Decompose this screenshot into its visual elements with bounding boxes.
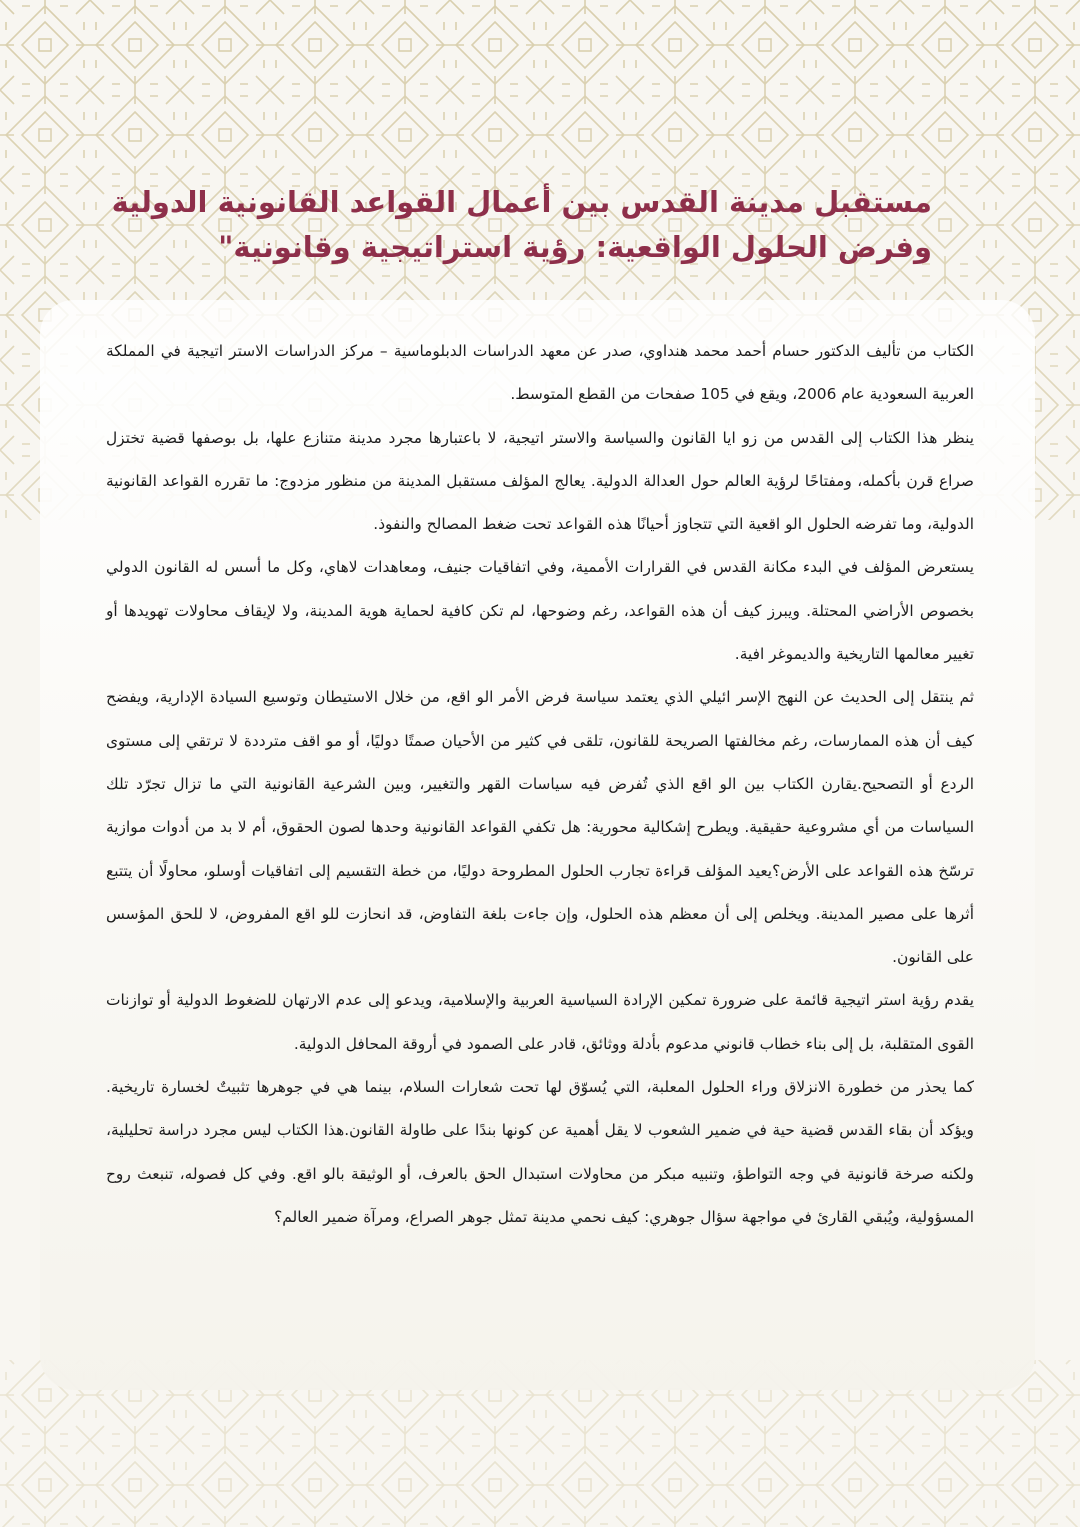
paragraph-5: يقدم رؤية استر اتيجية قائمة على ضرورة تمكين الإرادة السياسية العربية والإسلامية، ويدعو إلى عدم الارتهان للضغوط الدولية أو توازنات القوى المتقلبة، بل إلى بناء خطاب قانوني مدعوم بأدلة ووثائق، قادر على الصمود في أروقة المحافل الدولية. bbox=[106, 991, 974, 1053]
title-line-2: وفرض الحلول الواقعية: رؤية استراتيجية وقانونية" bbox=[218, 230, 932, 264]
article-body bbox=[106, 330, 974, 1239]
paragraph-6: كما يحذر من خطورة الانزلاق وراء الحلول المعلبة، التي يُسوّق لها تحت شعارات السلام، بينما هي في جوهرها تثبيتٌ لخسارة تاريخية. ويؤكد أن بقاء القدس قضية حية في ضمير الشعوب لا يقل أهمية عن كونها بندًا على طاولة القانون.هذا الكتاب ليس مجرد دراسة تحليلية، ولكنه صرخة قانونية في وجه التواطؤ، وتنبيه مبكر من محاولات استبدال الحق بالعرف، أو الوثيقة بالو اقع. وفي كل فصوله، تنبعث روح المسؤولية، ويُبقي القارئ في مواجهة سؤال جوهري: كيف نحمي مدينة تمثل جوهر الصراع، ومرآة ضمير العالم؟ bbox=[106, 1078, 974, 1226]
paragraph-4: ثم ينتقل إلى الحديث عن النهج الإسر ائيلي الذي يعتمد سياسة فرض الأمر الو اقع، من خلال الاستيطان وتوسيع السيادة الإدارية، ويفضح كيف أن هذه الممارسات، رغم مخالفتها الصريحة للقانون، تلقى في كثير من الأحيان صمتًا دوليًا، أو مو اقف مترددة لا ترتقي إلى مستوى الردع أو التصحيح.يقارن الكتاب بين الو اقع الذي تُفرض فيه سياسات القهر والتغيير، وبين الشرعية القانونية التي ما تزال تجرّد تلك السياسات من أي مشروعية حقيقية. ويطرح إشكالية محورية: هل تكفي القواعد القانونية وحدها لصون الحقوق، أم لا بد من أدوات موازية ترسّخ هذه القواعد على الأرض؟يعيد المؤلف قراءة تجارب الحلول المطروحة دوليًا، من خطة التقسيم إلى اتفاقيات أوسلو، محاولًا أن يتتبع أثرها على مصير المدينة. ويخلص إلى أن معظم هذه الحلول، وإن جاءت بلغة التفاوض، قد انحازت للو اقع المفروض، لا للحق المؤسس على القانون. bbox=[106, 688, 974, 967]
paragraph-2: ينظر هذا الكتاب إلى القدس من زو ايا القانون والسياسة والاستر اتيجية، لا باعتبارها مجرد مدينة متنازع علها، بل بوصفها قضية تختزل صراع قرن بأكمله، ومفتاحًا لرؤية العالم حول العدالة الدولية. يعالج المؤلف مستقبل المدينة من منظور مزدوج: ما تقرره القواعد القانونية الدولية، وما تفرضه الحلول الو اقعية التي تتجاوز أحيانًا هذه القواعد تحت ضغط المصالح والنفوذ. bbox=[106, 428, 974, 534]
page-title bbox=[110, 180, 932, 270]
paragraph-1: الكتاب من تأليف الدكتور حسام أحمد محمد هنداوي، صدر عن معهد الدراسات الدبلوماسية – مركز الدراسات الاستر اتيجية في المملكة العربية السعودية عام 2006، ويقع في 105 صفحات من القطع المتوسط. bbox=[106, 342, 974, 404]
paragraph-3: يستعرض المؤلف في البدء مكانة القدس في القرارات الأممية، وفي اتفاقيات جنيف، ومعاهدات لاهاي، وكل ما أسس له القانون الدولي بخصوص الأراضي المحتلة. ويبرز كيف أن هذه القواعد، رغم وضوحها، لم تكن كافية لحماية هوية المدينة، ولا لإيقاف محاولات تهويدها أو تغيير معالمها التاريخية والديموغر افية. bbox=[106, 558, 974, 664]
title-line-1: مستقبل مدينة القدس بين أعمال القواعد القانونية الدولية bbox=[111, 185, 932, 219]
